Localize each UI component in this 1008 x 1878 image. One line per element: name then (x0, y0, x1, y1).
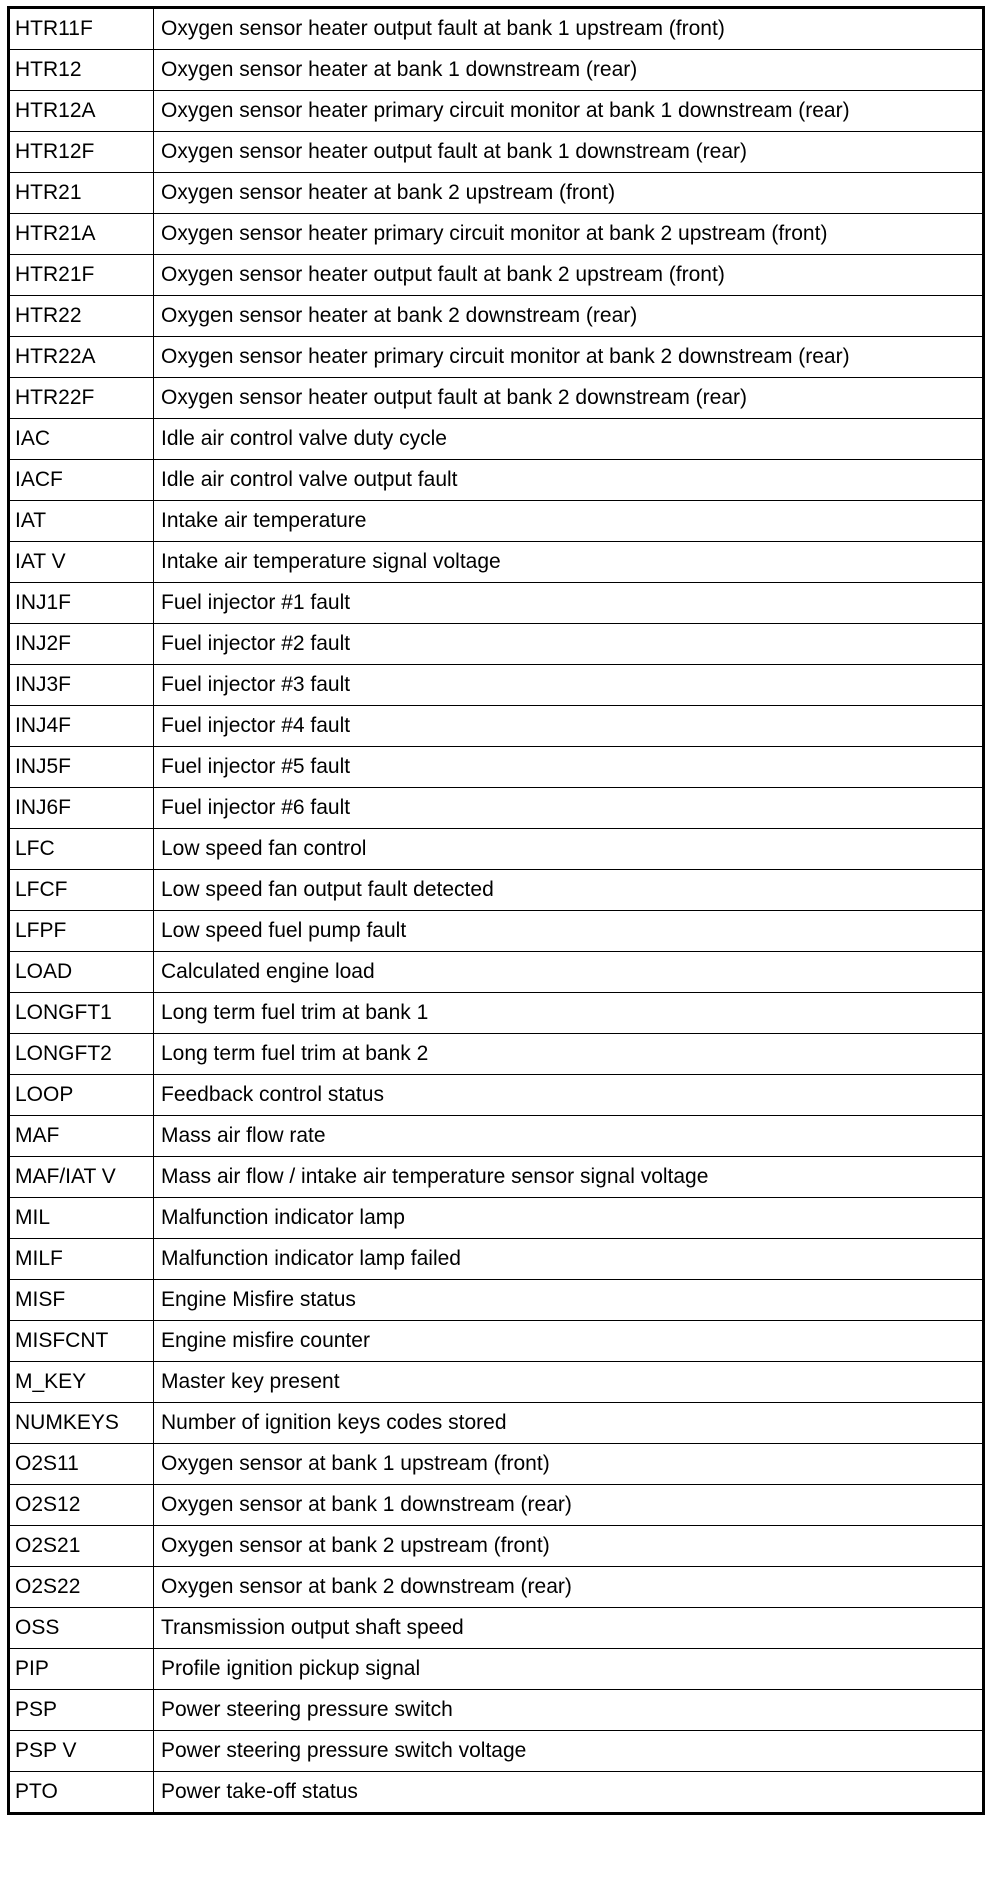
table-row (9, 1403, 984, 1444)
table-row (9, 1526, 984, 1567)
pid-description-cell: Power steering pressure switch voltage (154, 1731, 984, 1772)
pid-code-cell: LOAD (9, 952, 154, 993)
table-row (9, 1690, 984, 1731)
table-row (9, 501, 984, 542)
pid-code-cell: HTR21 (9, 173, 154, 214)
pid-code-cell: HTR11F (9, 8, 154, 50)
pid-code-cell: LONGFT2 (9, 1034, 154, 1075)
pid-code-cell: INJ3F (9, 665, 154, 706)
pid-code-cell: PSP V (9, 1731, 154, 1772)
pid-code-cell: INJ6F (9, 788, 154, 829)
pid-code-cell: PTO (9, 1772, 154, 1814)
pid-code-cell: IAT V (9, 542, 154, 583)
pid-code-cell: HTR22 (9, 296, 154, 337)
pid-code-cell: HTR12F (9, 132, 154, 173)
table-row (9, 419, 984, 460)
pid-description-cell: Low speed fuel pump fault (154, 911, 984, 952)
table-row (9, 993, 984, 1034)
table-row (9, 91, 984, 132)
pid-description-cell: Oxygen sensor at bank 2 upstream (front) (154, 1526, 984, 1567)
table-row (9, 50, 984, 91)
pid-code-cell: MISFCNT (9, 1321, 154, 1362)
pid-code-cell: MAF/IAT V (9, 1157, 154, 1198)
table-row (9, 1567, 984, 1608)
table-row (9, 337, 984, 378)
pid-description-cell: Transmission output shaft speed (154, 1608, 984, 1649)
pid-description-cell: Oxygen sensor at bank 2 downstream (rear) (154, 1567, 984, 1608)
pid-code-cell: LOOP (9, 1075, 154, 1116)
pid-description-cell: Intake air temperature (154, 501, 984, 542)
pid-description-cell: Fuel injector #2 fault (154, 624, 984, 665)
pid-code-cell: M_KEY (9, 1362, 154, 1403)
pid-code-cell: O2S11 (9, 1444, 154, 1485)
pid-code-cell: MISF (9, 1280, 154, 1321)
pid-description-cell: Low speed fan control (154, 829, 984, 870)
pid-code-cell: HTR12A (9, 91, 154, 132)
table-row (9, 870, 984, 911)
table-row (9, 1772, 984, 1814)
pid-code-cell: MIL (9, 1198, 154, 1239)
table-row (9, 1608, 984, 1649)
pid-description-cell: Fuel injector #5 fault (154, 747, 984, 788)
pid-description-cell: Malfunction indicator lamp (154, 1198, 984, 1239)
pid-description-cell: Mass air flow / intake air temperature sensor signal voltage (154, 1157, 984, 1198)
pid-description-cell: Oxygen sensor at bank 1 downstream (rear) (154, 1485, 984, 1526)
pid-description-cell: Oxygen sensor heater at bank 1 downstream (rear) (154, 50, 984, 91)
pid-description-cell: Long term fuel trim at bank 1 (154, 993, 984, 1034)
table-row (9, 8, 984, 50)
pid-description-cell: Oxygen sensor heater primary circuit monitor at bank 2 upstream (front) (154, 214, 984, 255)
pid-description-cell: Mass air flow rate (154, 1116, 984, 1157)
table-row (9, 1198, 984, 1239)
pid-description-cell: Oxygen sensor heater output fault at bank 1 downstream (rear) (154, 132, 984, 173)
pid-code-cell: PSP (9, 1690, 154, 1731)
table-row (9, 132, 984, 173)
table-row (9, 1034, 984, 1075)
pid-code-cell: INJ5F (9, 747, 154, 788)
pid-description-cell: Low speed fan output fault detected (154, 870, 984, 911)
table-row (9, 542, 984, 583)
pid-table-body (9, 8, 984, 1814)
pid-description-cell: Power take-off status (154, 1772, 984, 1814)
pid-description-cell: Number of ignition keys codes stored (154, 1403, 984, 1444)
table-row (9, 706, 984, 747)
pid-description-cell: Fuel injector #3 fault (154, 665, 984, 706)
pid-code-cell: LFCF (9, 870, 154, 911)
table-row (9, 788, 984, 829)
pid-description-cell: Oxygen sensor heater at bank 2 upstream (front) (154, 173, 984, 214)
table-row (9, 378, 984, 419)
pid-description-cell: Malfunction indicator lamp failed (154, 1239, 984, 1280)
pid-code-cell: IAT (9, 501, 154, 542)
table-row (9, 296, 984, 337)
table-row (9, 583, 984, 624)
pid-description-cell: Fuel injector #4 fault (154, 706, 984, 747)
table-row (9, 1444, 984, 1485)
table-row (9, 1280, 984, 1321)
table-row (9, 173, 984, 214)
table-row (9, 747, 984, 788)
pid-description-cell: Feedback control status (154, 1075, 984, 1116)
pid-code-cell: INJ2F (9, 624, 154, 665)
pid-code-cell: HTR12 (9, 50, 154, 91)
table-row (9, 1321, 984, 1362)
table-row (9, 665, 984, 706)
pid-code-cell: LONGFT1 (9, 993, 154, 1034)
pid-code-cell: HTR22F (9, 378, 154, 419)
table-row (9, 1649, 984, 1690)
pid-code-cell: INJ1F (9, 583, 154, 624)
pid-description-cell: Oxygen sensor at bank 1 upstream (front) (154, 1444, 984, 1485)
pid-description-cell: Fuel injector #1 fault (154, 583, 984, 624)
pid-code-cell: PIP (9, 1649, 154, 1690)
table-row (9, 1239, 984, 1280)
pid-code-cell: MAF (9, 1116, 154, 1157)
pid-description-cell: Oxygen sensor heater output fault at bank 1 upstream (front) (154, 8, 984, 50)
pid-code-cell: O2S12 (9, 1485, 154, 1526)
table-row (9, 911, 984, 952)
table-row (9, 1157, 984, 1198)
pid-description-cell: Long term fuel trim at bank 2 (154, 1034, 984, 1075)
pid-code-cell: IACF (9, 460, 154, 501)
pid-description-cell: Calculated engine load (154, 952, 984, 993)
pid-code-cell: NUMKEYS (9, 1403, 154, 1444)
table-row (9, 1075, 984, 1116)
pid-code-cell: HTR21A (9, 214, 154, 255)
pid-description-cell: Oxygen sensor heater output fault at bank 2 upstream (front) (154, 255, 984, 296)
pid-description-cell: Oxygen sensor heater output fault at bank 2 downstream (rear) (154, 378, 984, 419)
pid-code-cell: HTR22A (9, 337, 154, 378)
pid-description-cell: Engine Misfire status (154, 1280, 984, 1321)
pid-code-cell: MILF (9, 1239, 154, 1280)
pid-description-cell: Fuel injector #6 fault (154, 788, 984, 829)
table-row (9, 255, 984, 296)
pid-definition-table (7, 6, 985, 1815)
pid-description-cell: Profile ignition pickup signal (154, 1649, 984, 1690)
table-row (9, 1731, 984, 1772)
table-row (9, 1362, 984, 1403)
table-row (9, 624, 984, 665)
table-row (9, 829, 984, 870)
pid-description-cell: Oxygen sensor heater primary circuit monitor at bank 1 downstream (rear) (154, 91, 984, 132)
pid-description-cell: Idle air control valve output fault (154, 460, 984, 501)
pid-code-cell: OSS (9, 1608, 154, 1649)
pid-code-cell: LFPF (9, 911, 154, 952)
table-row (9, 460, 984, 501)
pid-description-cell: Oxygen sensor heater at bank 2 downstream (rear) (154, 296, 984, 337)
pid-description-cell: Power steering pressure switch (154, 1690, 984, 1731)
pid-code-cell: LFC (9, 829, 154, 870)
pid-code-cell: IAC (9, 419, 154, 460)
table-row (9, 214, 984, 255)
pid-description-cell: Master key present (154, 1362, 984, 1403)
pid-description-cell: Oxygen sensor heater primary circuit monitor at bank 2 downstream (rear) (154, 337, 984, 378)
pid-code-cell: INJ4F (9, 706, 154, 747)
pid-description-cell: Engine misfire counter (154, 1321, 984, 1362)
pid-code-cell: O2S22 (9, 1567, 154, 1608)
table-row (9, 952, 984, 993)
pid-code-cell: O2S21 (9, 1526, 154, 1567)
table-row (9, 1485, 984, 1526)
table-row (9, 1116, 984, 1157)
pid-description-cell: Idle air control valve duty cycle (154, 419, 984, 460)
pid-description-cell: Intake air temperature signal voltage (154, 542, 984, 583)
pid-code-cell: HTR21F (9, 255, 154, 296)
